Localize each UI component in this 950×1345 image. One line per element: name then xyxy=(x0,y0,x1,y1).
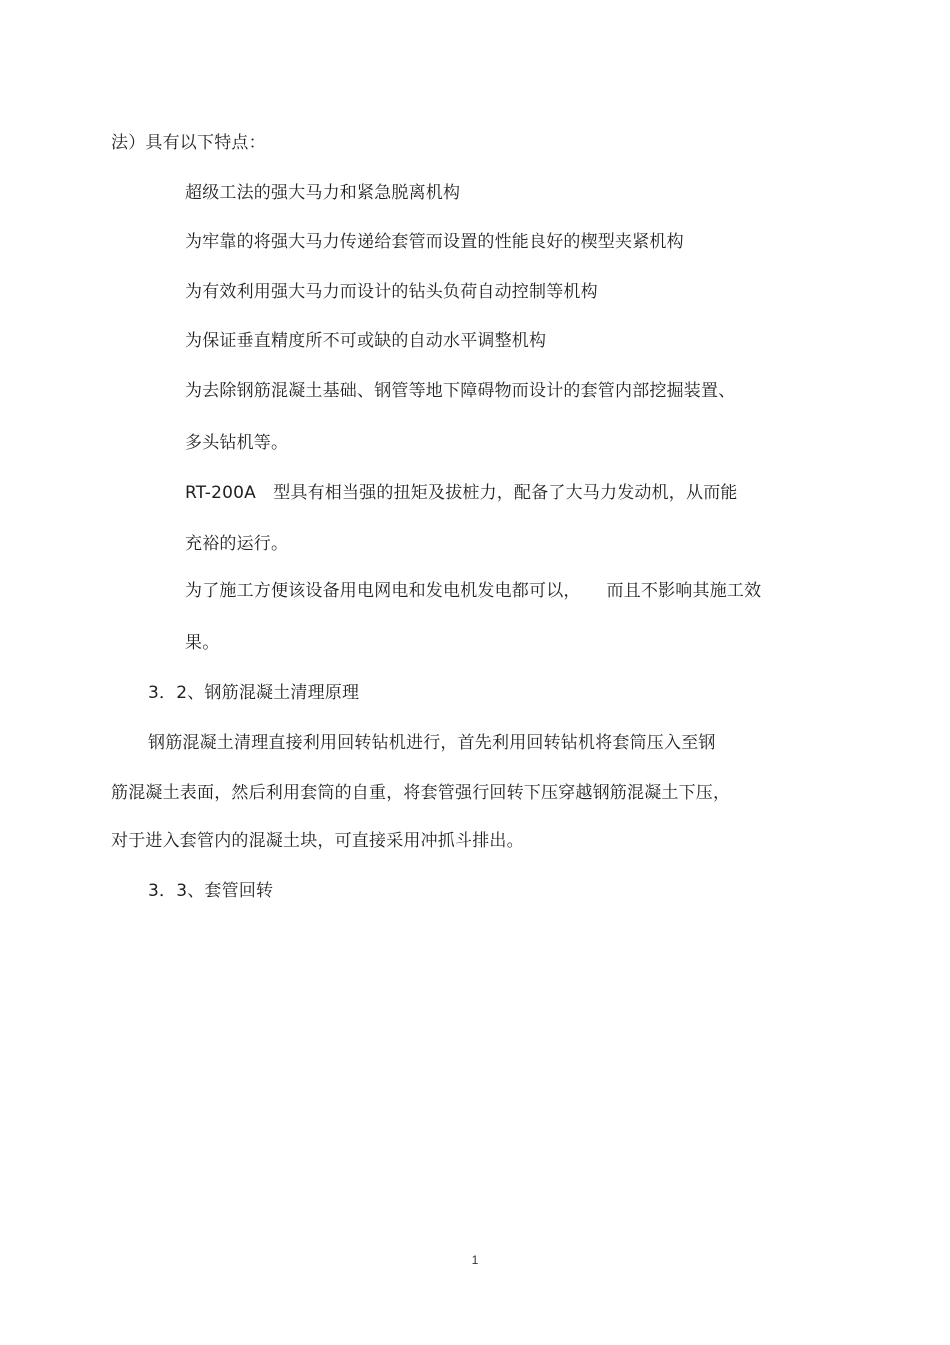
feature-item-4: 为保证垂直精度所不可或缺的自动水平调整机构 xyxy=(185,331,547,351)
section-heading-3-3: 3．3、套管回转 xyxy=(148,881,274,901)
body-paragraph-line-3: 对于进入套管内的混凝土块，可直接采用冲抓斗排出。 xyxy=(111,831,524,851)
feature-item-7: 为了施工方便该设备用电网电和发电机发电都可以， 而且不影响其施工效 xyxy=(185,581,762,601)
body-paragraph-line-1: 钢筋混凝土清理直接利用回转钻机进行，首先利用回转钻机将套筒压入至钢 xyxy=(148,733,716,753)
body-paragraph-line-2: 筋混凝土表面，然后利用套筒的自重，将套管强行回转下压穿越钢筋混凝土下压， xyxy=(111,783,731,803)
section-heading-3-2: 3．2、钢筋混凝土清理原理 xyxy=(148,683,360,703)
feature-item-5: 为去除钢筋混凝土基础、钢管等地下障碍物而设计的套管内部挖掘装置、 xyxy=(185,381,736,401)
feature-item-1: 超级工法的强大马力和紧急脱离机构 xyxy=(185,183,461,203)
feature-item-6-continued: 充裕的运行。 xyxy=(185,534,289,554)
feature-item-2: 为牢靠的将强大马力传递给套管而设置的性能良好的楔型夹紧机构 xyxy=(185,232,684,252)
page-number: 1 xyxy=(471,1253,479,1267)
feature-item-3: 为有效利用强大马力而设计的钻头负荷自动控制等机构 xyxy=(185,282,598,302)
feature-item-5-continued: 多头钻机等。 xyxy=(185,433,289,453)
paragraph-line-intro: 法）具有以下特点： xyxy=(111,133,266,153)
feature-item-7-continued: 果。 xyxy=(185,633,220,653)
feature-item-6: RT-200A 型具有相当强的扭矩及拔桩力，配备了大马力发动机，从而能 xyxy=(185,483,738,503)
